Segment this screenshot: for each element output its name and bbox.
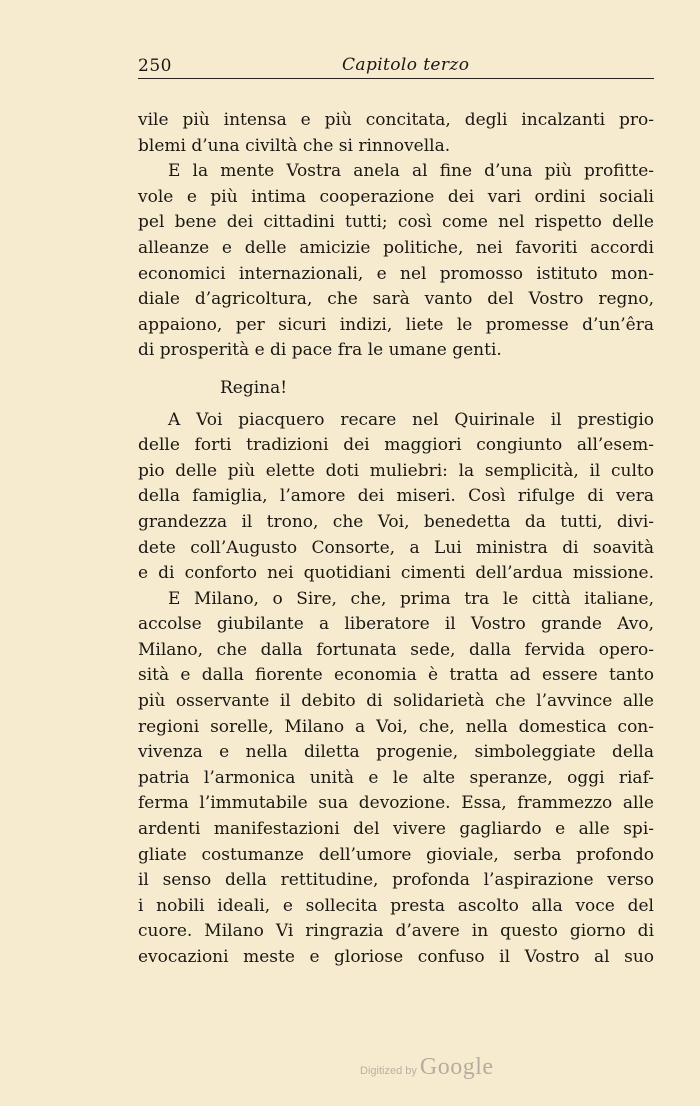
text-line: della famiglia, l’amore dei miseri. Così rifulge di vera	[138, 486, 654, 507]
text-line: più osservante il debito di solidarietà che l’avvince alle	[138, 691, 654, 712]
text-line: dete coll’Augusto Consorte, a Lui ministra di soavità	[138, 537, 654, 558]
text-line: di prosperità e di pace fra le umane genti.	[138, 340, 502, 361]
text-line: appaiono, per sicuri indizi, liete le promesse d’un’êra	[138, 314, 654, 335]
paragraph-spacer	[138, 364, 654, 376]
text-line: ferma l’immutabile sua devozione. Essa, frammezzo alle	[138, 793, 654, 814]
text-line: delle forti tradizioni dei maggiori congiunto all’esem-	[138, 435, 654, 456]
text-line: E la mente Vostra anela al fine d’una più profitte-	[168, 161, 654, 182]
text-line: grandezza il trono, che Voi, benedetta da tutti, divi-	[138, 511, 654, 532]
watermark-prefix: Digitized by	[360, 1065, 417, 1077]
header-rule	[138, 78, 654, 79]
text-line: ardenti manifestazioni del vivere gagliardo e alle spi-	[138, 819, 654, 840]
text-line: regioni sorelle, Milano a Voi, che, nella domestica con-	[138, 716, 654, 737]
google-logo: Google	[419, 1054, 494, 1080]
text-line: pel bene dei cittadini tutti; così come nel rispetto delle	[138, 212, 654, 233]
text-line: pio delle più elette doti muliebri: la semplicità, il culto	[138, 460, 654, 481]
text-line: gliate costumanze dell’umore gioviale, serba profondo	[138, 844, 654, 865]
google-watermark	[360, 1054, 494, 1082]
text-line: Milano, che dalla fortunata sede, dalla fervida opero-	[138, 639, 654, 660]
text-line: e di conforto nei quotidiani cimenti dell’ardua missione.	[138, 563, 654, 584]
text-line: economici internazionali, e nel promosso istituto mon-	[138, 263, 654, 284]
text-line: vile più intensa e più concitata, degli incalzanti pro-	[138, 110, 654, 130]
text-line: cuore. Milano Vi ringrazia d’avere in questo giorno di	[138, 921, 654, 942]
running-title: Capitolo terzo	[342, 55, 470, 75]
text-line: blemi d’una civiltà che si rinnovella.	[138, 135, 451, 156]
text-line: A Voi piacquero recare nel Quirinale il prestigio	[168, 409, 654, 430]
text-line: i nobili ideali, e sollecita presta ascolto alla voce del	[138, 895, 654, 916]
text-line: evocazioni meste e gloriose confuso il Vostro al suo	[138, 947, 654, 967]
text-line: vole e più intima cooperazione dei vari ordini sociali	[138, 186, 654, 207]
text-line: il senso della rettitudine, profonda l’aspirazione verso	[138, 870, 654, 891]
text-line: sità e dalla fiorente economia è tratta ad essere tanto	[138, 665, 654, 686]
text-line: alleanze e delle amicizie politiche, nei favoriti accordi	[138, 237, 654, 258]
page-header	[138, 54, 654, 80]
section-heading: Regina!	[220, 377, 288, 398]
text-line: E Milano, o Sire, che, prima tra le città italiane,	[168, 588, 654, 609]
page-number: 250	[138, 56, 172, 76]
text-line: patria l’armonica unità e le alte speranze, oggi riaf-	[138, 767, 654, 788]
text-line: vivenza e nella diletta progenie, simboleggiate della	[138, 742, 654, 763]
text-line: accolse giubilante a liberatore il Vostro grande Avo,	[138, 614, 654, 635]
text-line: diale d’agricoltura, che sarà vanto del Vostro regno,	[138, 289, 654, 310]
body-text	[138, 108, 654, 971]
